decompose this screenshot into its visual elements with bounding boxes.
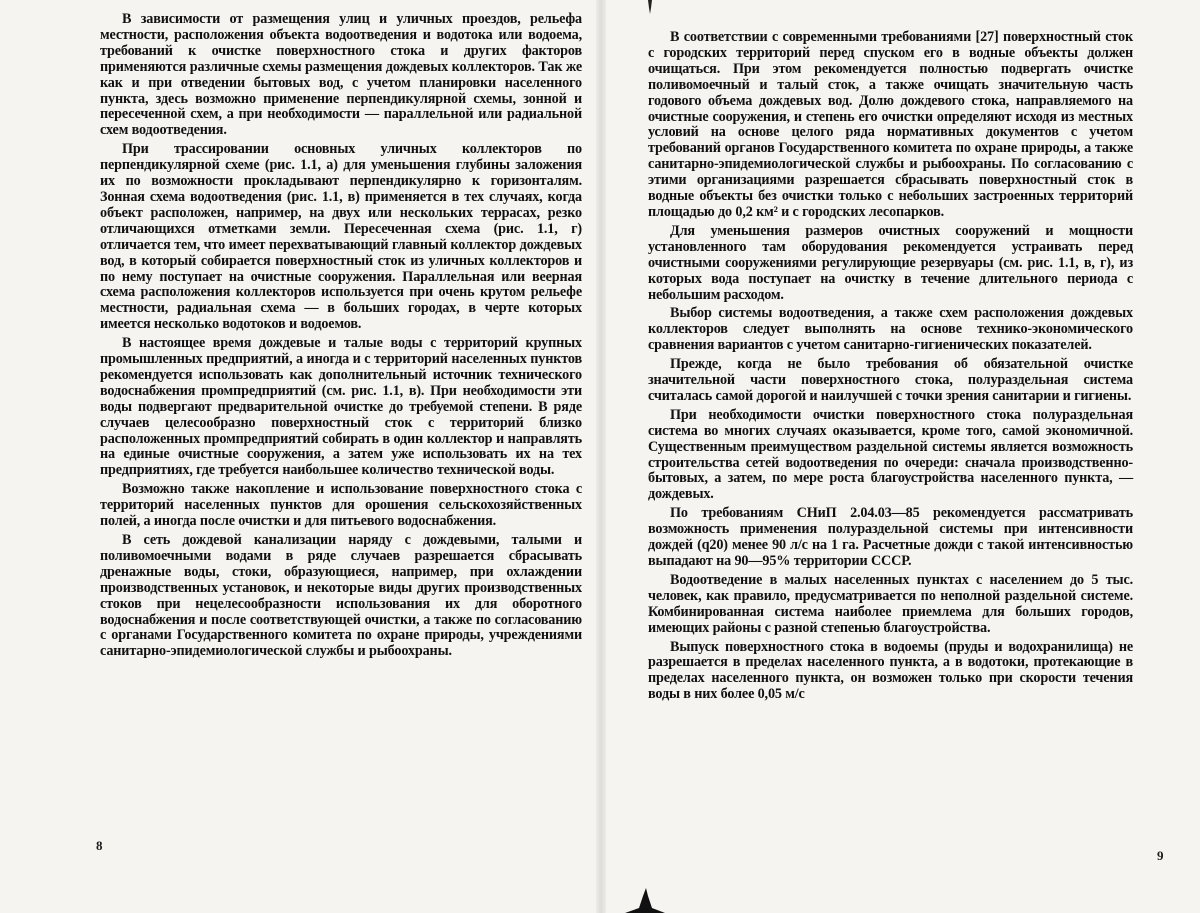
page-number-right: 9 bbox=[1157, 848, 1164, 863]
paragraph: Возможно также накопление и использование поверхностного стока с территорий населенных пунктов для орошения сельскохозяйственных полей, а иногда после очистки и для питьевого водоснабжения. bbox=[100, 481, 582, 530]
paragraph: В настоящее время дождевые и талые воды с территорий крупных промышленных предприятий, а иногда и с территорий населенных пунктов рекомендуется использовать как дополнительный источник технического водоснабжения промпредприятий (см. рис. 1.1, в). При необходимости эти воды подвергают предварительной очистке до требуемой степени. В ряде случаев целесообразно поверхностный сток с территорий близко расположенных промпредприятий собирать в один коллектор и направлять на единые очистные сооружения, а затем уже использовать их на тех предприятиях, где требуется наибольшее количество технической воды. bbox=[100, 335, 582, 479]
scan-artifact-mark bbox=[646, 0, 654, 22]
paragraph: Выпуск поверхностного стока в водоемы (пруды и водохранилища) не разрешается в пределах населенного пункта, а в водотоки, протекающие в пределах населенного пункта, он возможен только при скорости течения воды в них более 0,05 м/с bbox=[648, 638, 1133, 703]
paragraph: При необходимости очистки поверхностного стока полураздельная система во многих случаях оказывается, кроме того, самой экономичной. Существенным преимуществом раздельной системы является возможность строительства сетей водоотведения по очереди: сначала производственно-бытовых, а затем, по мере роста благоустройства населенного пункта, — дождевых. bbox=[648, 406, 1133, 503]
paragraph: Водоотведение в малых населенных пунктах с населением до 5 тыс. человек, как правило, предусматривается по неполной раздельной системе. Комбинированная система наиболее приемлема для больших городов, имеющих районы с разной степенью благоустройства. bbox=[648, 571, 1133, 636]
paragraph: В соответствии с современными требованиями [27] поверхностный сток с городских территорий перед спуском его в водные объекты должен очищаться. При этом рекомендуется полностью подвергать очистке поливомоечный и талый сток, а также очищать значительную часть годового объема дождевых вод. Долю дождевого стока, направляемого на очистные сооружения, и степень его очистки определяют исходя из местных условий на основе целого ряда нормативных документов с учетом требований органов Государственного комитета по охране природы, а также санитарно-эпидемиологической службы и рыбоохраны. По согласованию с этими организациями разрешается сбрасывать поверхностный сток в водные объекты без очистки только с небольших застроенных территорий площадью до 0,2 км² и с городских лесопарков. bbox=[648, 29, 1133, 220]
paragraph: В зависимости от размещения улиц и уличных проездов, рельефа местности, расположения объекта водоотведения и водотока или водоема, требований к очистке поверхностного стока и других факторов применяются различные схемы размещения дождевых коллекторов. Так же как и при отведении бытовых вод, с учетом планировки населенного пункта, здесь возможно применение перпендикулярной схемы, зонной и пересеченной схем, а при необходимости — параллельной или радиальной схем водоотведения. bbox=[100, 11, 582, 139]
page-number-left: 8 bbox=[96, 838, 103, 853]
scan-artifact-blot bbox=[625, 878, 665, 913]
right-text-column bbox=[648, 30, 1133, 703]
paragraph: Для уменьшения размеров очистных сооружений и мощности установленного там оборудования рекомендуется устраивать перед очистными сооружениями регулирующие резервуары (см. рис. 1.1, в, г), из которых вода поступает на очистку в течение длительного периода с небольшим расходом. bbox=[648, 222, 1133, 303]
left-text-column bbox=[100, 12, 582, 660]
paragraph: При трассировании основных уличных коллекторов по перпендикулярной схеме (рис. 1.1, а) для уменьшения глубины заложения их по возможности прокладывают перпендикулярно к горизонталям. Зонная схема водоотведения (рис. 1.1, в) применяется в тех случаях, когда объект расположен, например, на двух или нескольких террасах, резко отличающихся отметками земли. Пересеченная схема (рис. 1.1, г) отличается тем, что имеет перехватывающий главный коллектор дождевых вод, в который собирается поверхностный сток из уличных коллекторов и по нему поступает на очистные сооружения. Параллельная или веерная схема расположения коллекторов используется при очень крутом рельефе местности, радиальная схема — в больших городах, в черте которых имеется несколько водотоков и водоемов. bbox=[100, 141, 582, 333]
paragraph: Выбор системы водоотведения, а также схем расположения дождевых коллекторов следует выполнять на основе технико-экономического сравнения вариантов с учетом санитарно-гигиенических показателей. bbox=[648, 305, 1133, 354]
paragraph: В сеть дождевой канализации наряду с дождевыми, талыми и поливомоечными водами в ряде случаев разрешается сбрасывать дренажные воды, стоки, образующиеся, например, при охлаждении производственных установок, и некоторые виды других производственных стоков при нецелесообразности использования их для оборотного водоснабжения и после соответствующей очистки, а также по согласованию с органами Государственного комитета по охране природы, учреждениями санитарно-эпидемиологической службы и рыбоохраны. bbox=[100, 532, 582, 660]
paragraph: Прежде, когда не было требования об обязательной очистке значительной части поверхностного стока, полураздельная система считалась самой дорогой и наилучшей с точки зрения санитарии и гигиены. bbox=[648, 356, 1133, 404]
paragraph: По требованиям СНиП 2.04.03—85 рекомендуется рассматривать возможность применения полураздельной системы при интенсивности дождей (q20) менее 90 л/с на 1 га. Расчетные дожди с такой интенсивностью выпадают на 90—95% территории СССР. bbox=[648, 505, 1133, 569]
right-page bbox=[600, 0, 1200, 913]
